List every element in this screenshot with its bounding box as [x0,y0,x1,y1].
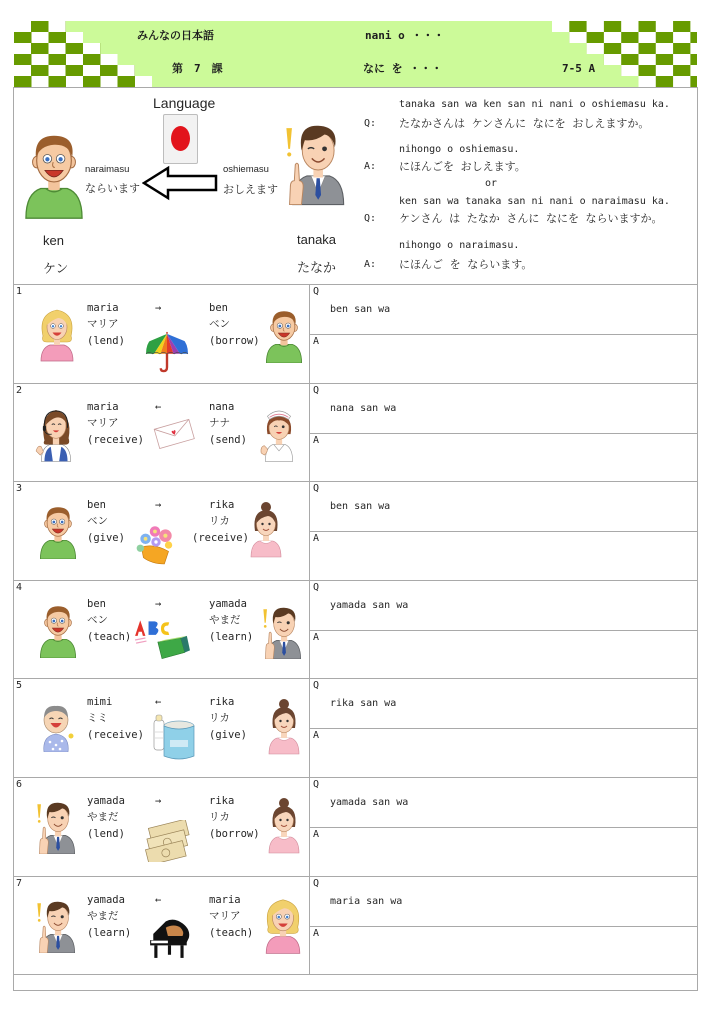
giver-romaji: maria [87,302,119,314]
direction-arrow: → [155,499,162,512]
learner-name-romaji: ken [43,233,64,248]
exercise-row [14,778,697,877]
intro-example [14,88,697,285]
direction-arrow: ← [155,893,162,906]
lesson-number: 第 7 課 [172,62,223,75]
exercise-number: 3 [16,483,23,495]
qa-1-romaji: tanaka san wa ken san ni nani o oshiemasu ka. [399,99,670,110]
answer-label: A [313,336,320,347]
or-separator: or [485,178,498,189]
umbrella-icon [143,331,191,373]
woman-bun-icon [246,499,286,559]
question-label: Q [313,384,320,396]
envelope-heart-icon [150,417,198,449]
nurse-icon [258,402,300,462]
boy-green-shirt-icon [21,124,87,220]
topic-japanese: なに を ・・・ [363,62,443,75]
answer-label: A [313,631,320,643]
footer-empty-row [14,975,697,990]
receiver-kana: リカ [209,811,230,823]
direction-arrow: → [155,597,162,610]
question-prompt: ben san wa [330,501,391,513]
abc-book-icon [133,617,191,661]
qa-3-label: Q: [364,213,377,224]
answer-label: A [313,927,320,939]
giver-kana: やまだ [87,909,119,922]
qa-4-label: A: [364,259,377,270]
teacher-name-romaji: tanaka [297,232,337,247]
receiver-romaji: nana [209,400,235,413]
answer-label: A [313,829,320,840]
answer-label: A [313,533,320,545]
question-label: Q [313,877,320,889]
exercise-number: 4 [16,581,23,593]
receiver-role: (borrow) [209,335,260,347]
milk-can-bottle-icon [151,712,197,762]
businessman-icon [33,895,79,953]
qa-2-label: A: [364,161,377,172]
japan-flag-card-icon [163,114,198,164]
qa-divider [310,827,697,828]
money-bills-icon [140,820,196,862]
giver-role: (receive) [87,433,144,446]
businessman-icon [33,796,79,854]
object-label: Language [153,95,216,111]
boy-green-shirt-icon [37,501,79,559]
giver-kana: ベン [87,613,108,626]
receiver-romaji: maria [209,893,241,906]
exercise-row [14,482,697,581]
exercise-row [14,581,697,680]
receiver-romaji: ben [209,302,228,314]
receiver-role: (receive) [192,532,249,545]
businessman-icon [259,601,305,659]
direction-arrow: ← [155,400,162,413]
giver-role: (give) [87,532,125,545]
receiver-kana: リカ [209,515,230,528]
giver-kana: やまだ [87,811,119,823]
giver-role: (lend) [87,828,125,840]
topic-romaji: nani o ・・・ [365,29,445,42]
baby-icon [35,696,77,752]
giver-romaji: yamada [87,795,125,807]
question-label: Q [313,680,320,692]
question-prompt: yamada san wa [330,797,409,808]
direction-arrow: → [155,795,162,807]
giver-romaji: ben [87,499,106,512]
businessman-icon [280,114,350,206]
boy-green-shirt-icon [263,305,305,363]
teacher-name-kana: たなか [297,260,337,275]
giver-kana: ミミ [87,712,108,725]
teacher-verb-kana: おしえます [223,184,278,196]
exercise-row [14,285,697,384]
receiver-role: (teach) [209,926,254,939]
worksheet-code: 7-5 A [562,62,596,75]
qa-3-romaji: ken san wa tanaka san ni nani o naraimasu ka. [399,196,670,207]
question-prompt: yamada san wa [330,599,409,611]
receiver-kana: ベン [209,318,230,330]
answer-label: A [313,434,320,446]
receiver-kana: リカ [209,712,230,725]
giver-romaji: yamada [87,893,125,906]
flower-bouquet-icon [133,520,179,566]
receiver-role: (send) [209,433,247,446]
giver-role: (lend) [87,335,125,347]
question-label: Q [313,779,320,790]
qa-divider [310,433,697,434]
receiver-romaji: rika [209,795,235,807]
giver-kana: マリア [87,318,119,330]
qa-divider [310,531,697,532]
woman-headset-icon [35,402,77,462]
question-label: Q [313,581,320,593]
qa-divider [310,630,697,631]
qa-divider [310,334,697,335]
giver-role: (receive) [87,729,144,742]
direction-arrow: ← [155,696,162,709]
boy-green-shirt-icon [37,600,79,658]
giver-role: (learn) [87,926,132,939]
giver-romaji: maria [87,400,119,413]
receiver-kana: やまだ [209,613,241,626]
giver-romaji: mimi [87,696,113,709]
qa-1-label: Q: [364,118,377,129]
qa-4-kana: にほんご を ならいます。 [399,258,533,271]
question-prompt: maria san wa [330,895,403,907]
qa-divider [310,728,697,729]
giver-kana: ベン [87,515,108,528]
giver-romaji: ben [87,597,106,610]
woman-bun-icon [264,696,304,756]
receiver-romaji: rika [209,696,235,709]
grand-piano-icon [147,915,193,959]
question-prompt: ben san wa [330,304,391,315]
question-prompt: nana san wa [330,402,397,414]
receiver-kana: マリア [209,909,241,922]
receiver-romaji: yamada [209,597,247,610]
receiver-role: (give) [209,729,247,742]
qa-2-kana: にほんごを おしえます。 [399,160,526,173]
question-label: Q [313,286,320,297]
qa-4-romaji: nihongo o naraimasu. [399,240,520,251]
receiver-role: (learn) [209,630,254,643]
learner-verb-kana: ならいます [85,183,140,195]
exercise-row [14,384,697,483]
exercise-number: 7 [16,877,23,889]
exercise-row [14,679,697,778]
teacher-verb-romaji: oshiemasu [223,164,269,175]
receiver-role: (borrow) [209,828,260,840]
textbook-title: みんなの日本語 [137,29,214,42]
qa-3-kana: ケンさん は たなか さんに なにを ならいますか。 [399,212,663,225]
woman-blonde-icon [262,894,304,954]
woman-bun-icon [264,795,304,855]
woman-blonde-icon [37,304,77,362]
exercise-number: 6 [16,779,23,790]
direction-arrow: → [155,302,162,314]
exercise-number: 2 [16,384,23,396]
exercise-number: 1 [16,286,23,297]
worksheet-frame [13,87,698,991]
receiver-kana: ナナ [209,416,230,429]
learner-name-kana: ケン [43,261,69,276]
receiver-romaji: rika [209,499,235,512]
qa-2-romaji: nihongo o oshiemasu. [399,144,520,155]
left-arrow-outline-icon [142,165,220,201]
question-prompt: rika san wa [330,698,397,710]
question-label: Q [313,483,320,495]
exercise-row [14,877,697,976]
qa-1-kana: たなかさんは ケンさんに なにを おしえますか。 [399,117,650,130]
giver-role: (teach) [87,630,132,643]
answer-label: A [313,730,320,742]
exercise-number: 5 [16,680,23,692]
qa-divider [310,926,697,927]
learner-verb-romaji: naraimasu [85,164,130,175]
giver-kana: マリア [87,416,119,429]
